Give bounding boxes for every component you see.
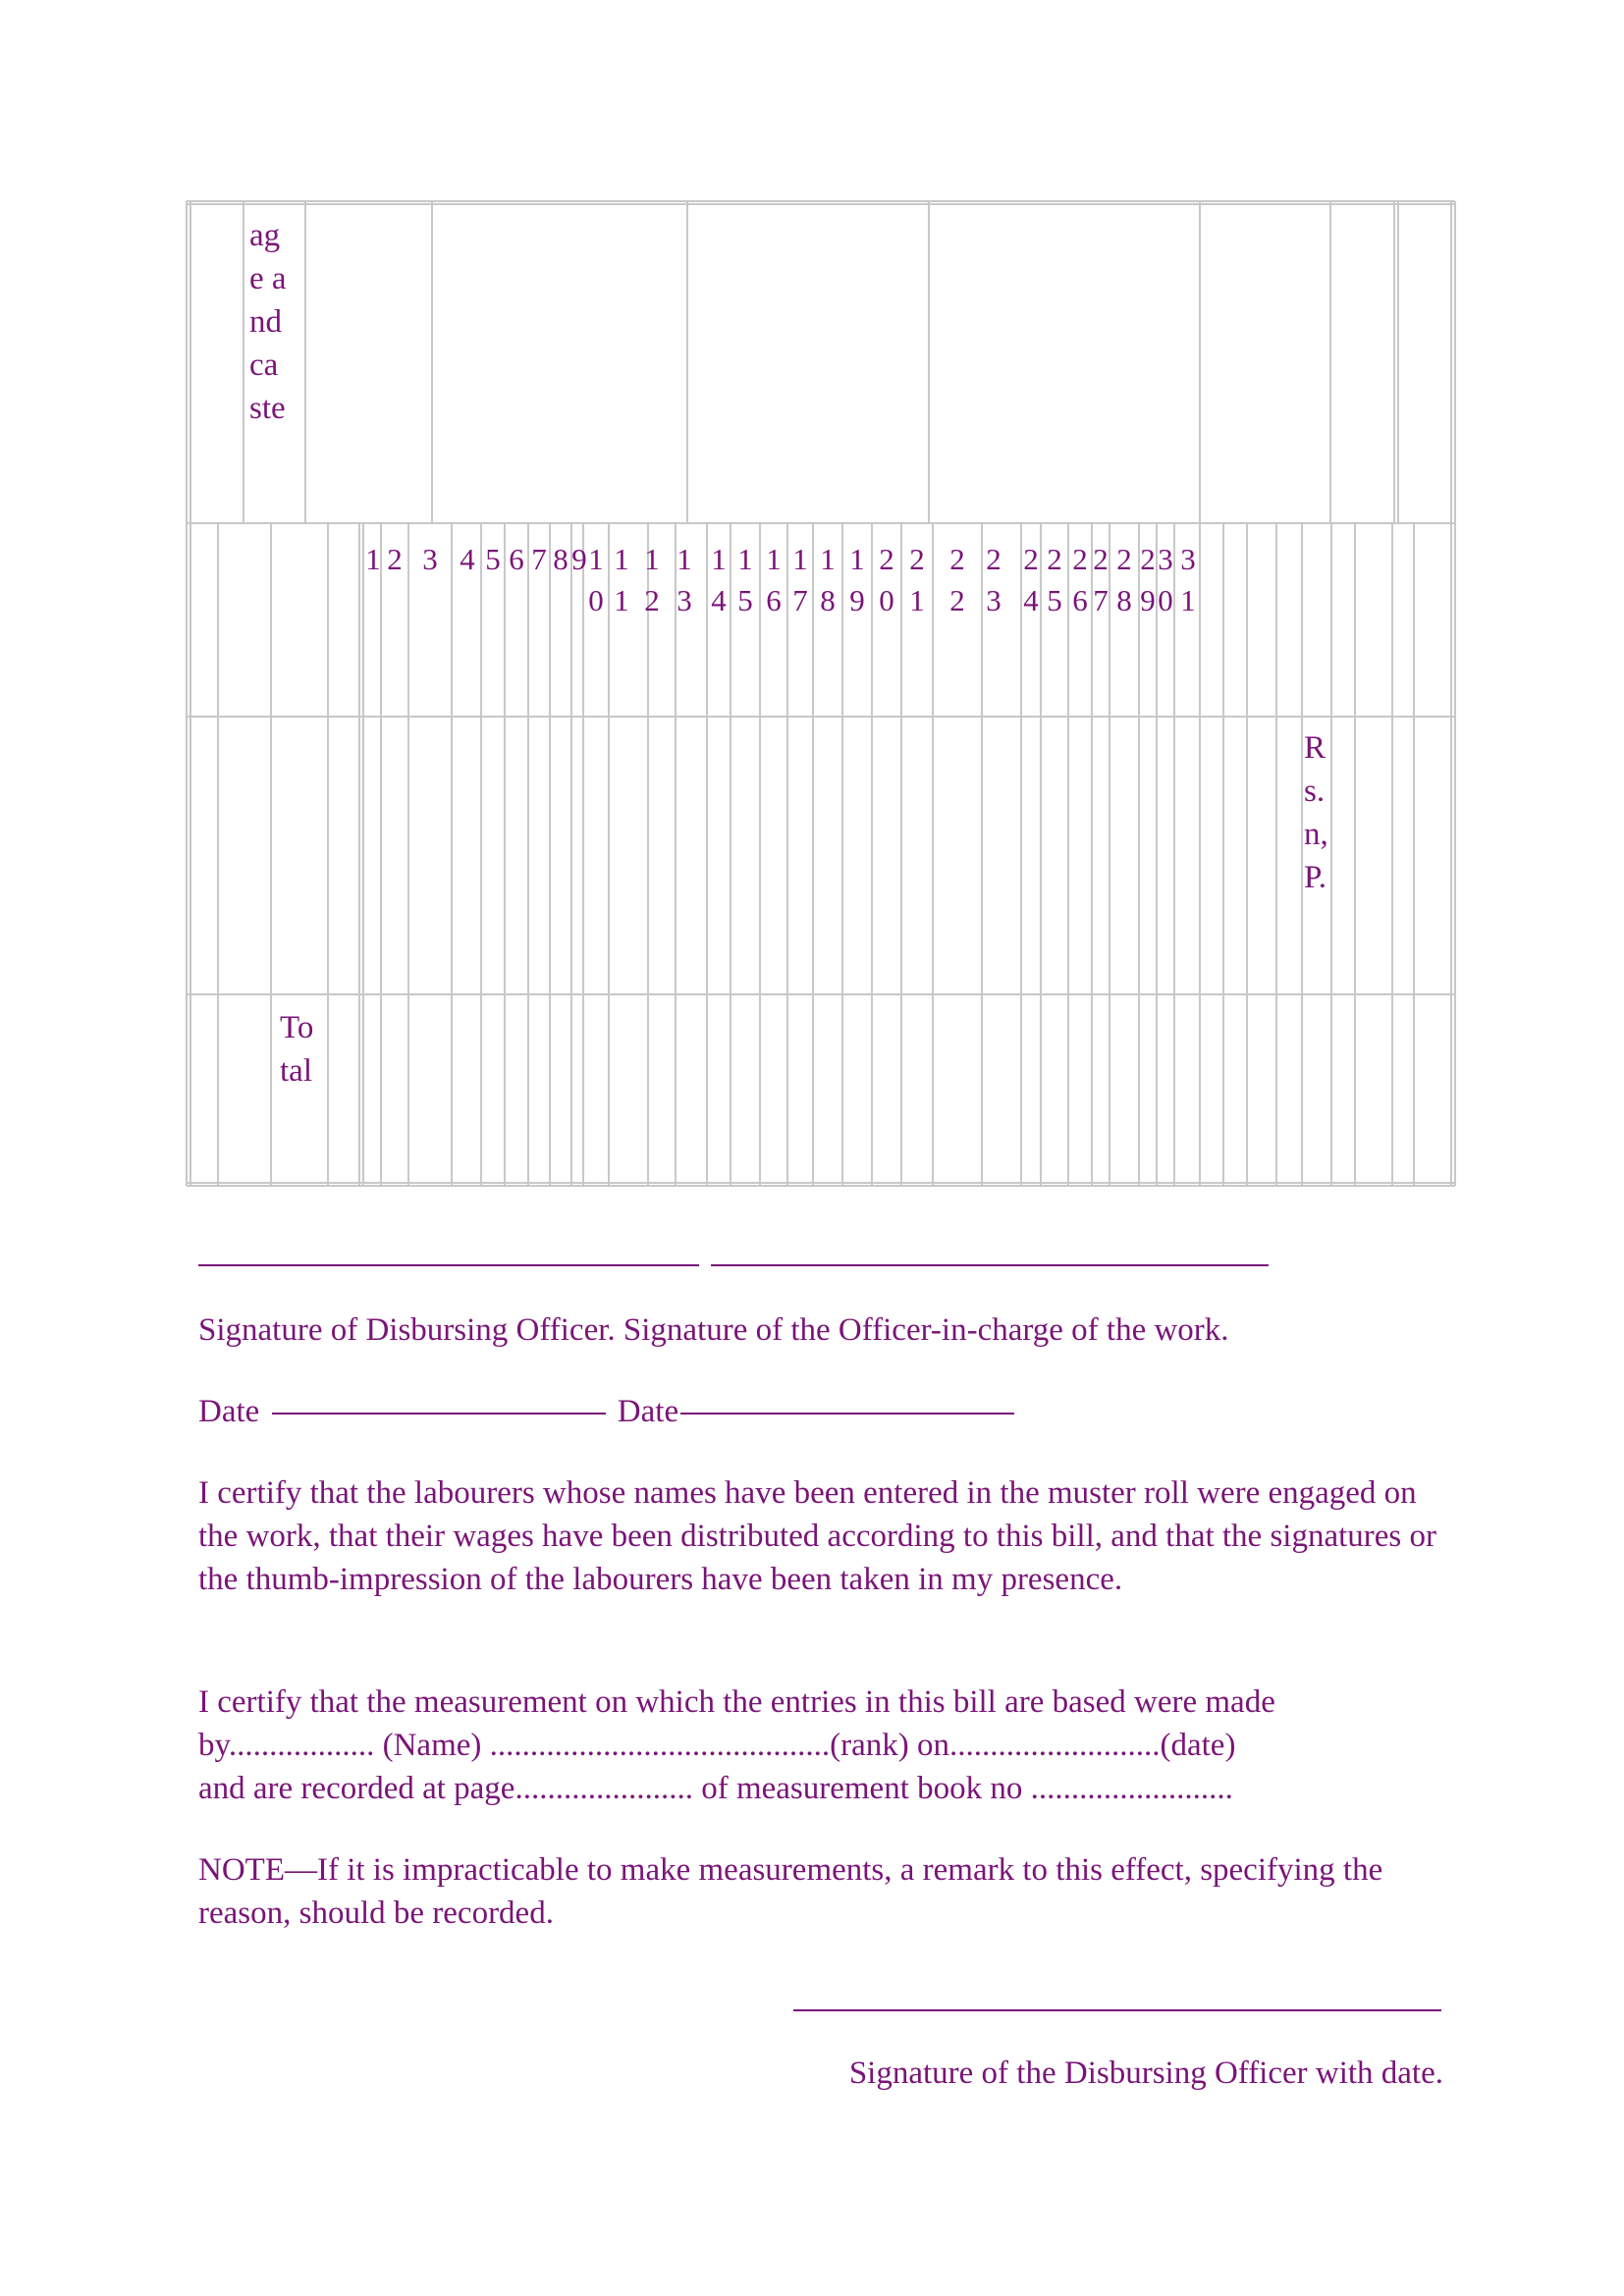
day-number-24-digit-1: 2 bbox=[1023, 542, 1039, 576]
day-number-9: 9 bbox=[571, 542, 587, 576]
day-number-14-digit-1: 1 bbox=[711, 542, 727, 576]
day-number-25-digit-1: 2 bbox=[1047, 542, 1062, 576]
day-number-17-digit-1: 1 bbox=[792, 542, 808, 576]
day-number-10-digit-2: 0 bbox=[588, 583, 604, 617]
day-number-3: 3 bbox=[422, 542, 438, 576]
date-label-1: Date bbox=[198, 1394, 260, 1429]
day-number-13-digit-1: 1 bbox=[677, 542, 692, 576]
day-number-5: 5 bbox=[485, 542, 501, 576]
day-number-12-digit-2: 2 bbox=[644, 583, 660, 617]
day-number-19-digit-1: 1 bbox=[849, 542, 865, 576]
day-number-1: 1 bbox=[365, 542, 381, 576]
day-number-31-digit-2: 1 bbox=[1180, 583, 1196, 617]
rupees-paise-label: Rs.n,P. bbox=[1304, 730, 1328, 895]
day-number-21-digit-2: 1 bbox=[909, 583, 925, 617]
signature-line-officer-in-charge bbox=[711, 1264, 1269, 1266]
day-number-24-digit-2: 4 bbox=[1023, 583, 1039, 617]
day-number-18-digit-2: 8 bbox=[820, 583, 836, 617]
day-number-30-digit-1: 3 bbox=[1158, 542, 1173, 576]
day-number-15-digit-2: 5 bbox=[737, 583, 753, 617]
certification-labourers: I certify that the labourers whose names have been entered in the muster roll were engaged on the work, that their wages have been distributed according to this bill, and that the signatures or the thumb-impression of the labourers have been taken in my presence. bbox=[198, 1475, 1436, 1597]
day-number-4: 4 bbox=[460, 542, 475, 576]
day-number-6: 6 bbox=[509, 542, 524, 576]
day-number-27-digit-1: 2 bbox=[1093, 542, 1109, 576]
day-number-2: 2 bbox=[387, 542, 403, 576]
final-signature-caption: Signature of the Disbursing Officer with date. bbox=[848, 2056, 1443, 2091]
age-and-caste-label: age and caste bbox=[249, 218, 287, 426]
day-number-29-digit-2: 9 bbox=[1140, 583, 1156, 617]
day-number-14-digit-2: 4 bbox=[711, 583, 727, 617]
day-number-30-digit-2: 0 bbox=[1158, 583, 1173, 617]
signature-captions: Signature of Disbursing Officer. Signature of the Officer-in-charge of the work. bbox=[198, 1312, 1229, 1348]
day-number-21-digit-1: 2 bbox=[909, 542, 925, 576]
day-number-11-digit-2: 1 bbox=[614, 583, 629, 617]
day-number-17-digit-2: 7 bbox=[792, 583, 808, 617]
day-number-11-digit-1: 1 bbox=[614, 542, 629, 576]
day-number-19-digit-2: 9 bbox=[849, 583, 865, 617]
day-number-26-digit-2: 6 bbox=[1072, 583, 1088, 617]
day-number-25-digit-2: 5 bbox=[1047, 583, 1062, 617]
day-number-28-digit-1: 2 bbox=[1116, 542, 1132, 576]
day-number-23-digit-1: 2 bbox=[986, 542, 1001, 576]
total-label: Total bbox=[280, 1010, 314, 1089]
date-label-2: Date bbox=[617, 1394, 679, 1429]
certification-measurement-line1: I certify that the measurement on which the entries in this bill are based were made bbox=[198, 1684, 1275, 1720]
date-blank-1 bbox=[272, 1413, 606, 1415]
note-text: NOTE—If it is impracticable to make measurements, a remark to this effect, specifying the reason, should be recorded. bbox=[198, 1852, 1383, 1931]
day-number-18-digit-1: 1 bbox=[820, 542, 836, 576]
day-number-27-digit-2: 7 bbox=[1093, 583, 1109, 617]
day-number-7: 7 bbox=[531, 542, 547, 576]
certification-measurement-line3: and are recorded at page...................... of measurement book no ......................... bbox=[198, 1771, 1233, 1806]
day-number-22-digit-2: 2 bbox=[949, 583, 965, 617]
certification-measurement-line2: by.................. (Name) ..........................................(rank) on..........................(date) bbox=[198, 1728, 1236, 1763]
day-number-31-digit-1: 3 bbox=[1180, 542, 1196, 576]
signature-line-disbursing-officer bbox=[198, 1264, 699, 1266]
day-number-22-digit-1: 2 bbox=[949, 542, 965, 576]
day-number-13-digit-2: 3 bbox=[677, 583, 692, 617]
day-number-16-digit-1: 1 bbox=[766, 542, 782, 576]
day-number-20-digit-2: 0 bbox=[879, 583, 894, 617]
day-number-20-digit-1: 2 bbox=[879, 542, 894, 576]
day-number-16-digit-2: 6 bbox=[766, 583, 782, 617]
day-number-23-digit-2: 3 bbox=[986, 583, 1001, 617]
day-number-28-digit-2: 8 bbox=[1116, 583, 1132, 617]
day-number-29-digit-1: 2 bbox=[1140, 542, 1156, 576]
day-number-15-digit-1: 1 bbox=[737, 542, 753, 576]
day-number-10-digit-1: 1 bbox=[588, 542, 604, 576]
day-number-8: 8 bbox=[553, 542, 568, 576]
date-row bbox=[198, 1390, 1445, 1433]
day-number-12-digit-1: 1 bbox=[644, 542, 660, 576]
day-number-26-digit-1: 2 bbox=[1072, 542, 1088, 576]
final-signature-line bbox=[793, 2009, 1441, 2011]
date-blank-2 bbox=[680, 1413, 1014, 1415]
